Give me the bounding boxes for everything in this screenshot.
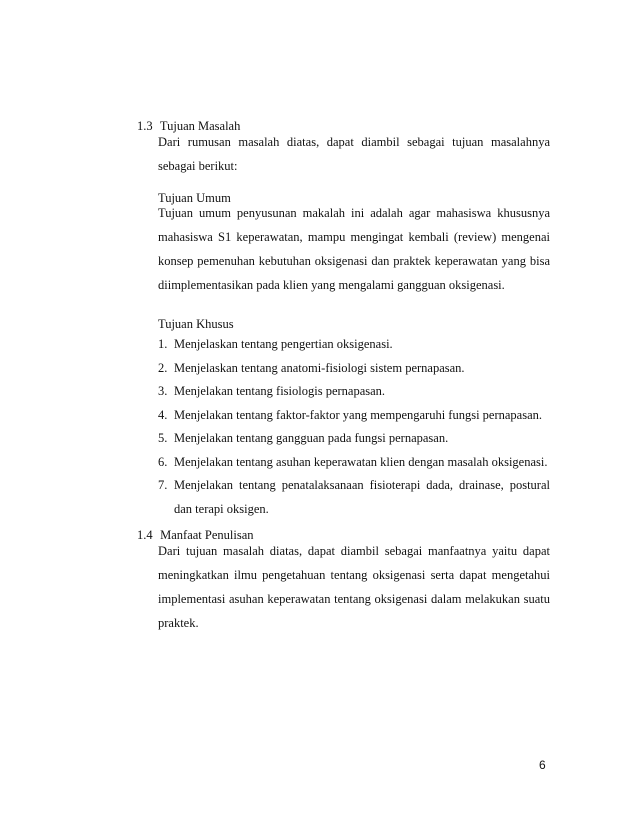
section-title: Manfaat Penulisan (160, 528, 254, 542)
section-number: 1.3 (137, 119, 153, 133)
tujuan-intro-paragraph: Dari rumusan masalah diatas, dapat diambil sebagai tujuan masalahnya sebagai berikut: (158, 135, 550, 173)
list-number: 1. (158, 337, 168, 351)
list-item (158, 404, 550, 428)
list-item (158, 427, 550, 451)
list-item (158, 357, 550, 381)
list-text: Menjelaskan tentang pengertian oksigenasi. (174, 337, 393, 351)
list-number: 6. (158, 454, 168, 469)
list-text: Menjelakan tentang gangguan pada fungsi pernapasan. (174, 431, 449, 445)
list-text: Menjelakan tentang asuhan keperawatan klien dengan masalah oksigenasi. (174, 454, 548, 469)
page-number: 6 (539, 758, 546, 772)
tujuan-khusus-heading: Tujuan Khusus (158, 317, 234, 331)
list-number: 7. (158, 478, 168, 492)
list-text: Menjelakan tentang fisiologis pernapasan. (174, 384, 386, 398)
list-number: 3. (158, 384, 168, 398)
tujuan-khusus-list (158, 333, 550, 521)
tujuan-umum-paragraph: Tujuan umum penyusunan makalah ini adalah agar mahasiswa khususnya mahasiswa S1 keperawatan, mampu mengingat kembali (review) mengenai konsep pemenuhan kebutuhan oksigenasi dan praktek keperawatan yang bisa diimplementasikan pada klien yang mengalami gangguan oksigenasi. (158, 206, 550, 292)
list-number: 4. (158, 407, 168, 422)
section-title: Tujuan Masalah (159, 119, 241, 133)
list-item (158, 333, 550, 357)
list-text: Menjelakan tentang penatalaksanaan fisioterapi dada, drainase, postural dan terapi oksigen. (174, 478, 550, 516)
list-text: Menjelaskan tentang anatomi-fisiologi sistem pernapasan. (174, 360, 465, 375)
list-item (158, 380, 550, 404)
list-text: Menjelakan tentang faktor-faktor yang mempengaruhi fungsi pernapasan. (174, 407, 543, 422)
list-number: 5. (158, 431, 168, 445)
list-item (158, 474, 550, 521)
tujuan-umum-heading: Tujuan Umum (158, 191, 231, 205)
section-number: 1.4 (137, 528, 153, 542)
list-number: 2. (158, 360, 168, 375)
manfaat-paragraph: Dari tujuan masalah diatas, dapat diambil sebagai manfaatnya yaitu dapat meningkatkan ilmu pengetahuan tentang oksigenasi serta dapat mengetahui implementasi asuhan keperawatan tentang oksigenasi dalam melakukan suatu praktek. (158, 544, 550, 630)
list-item (158, 451, 550, 475)
